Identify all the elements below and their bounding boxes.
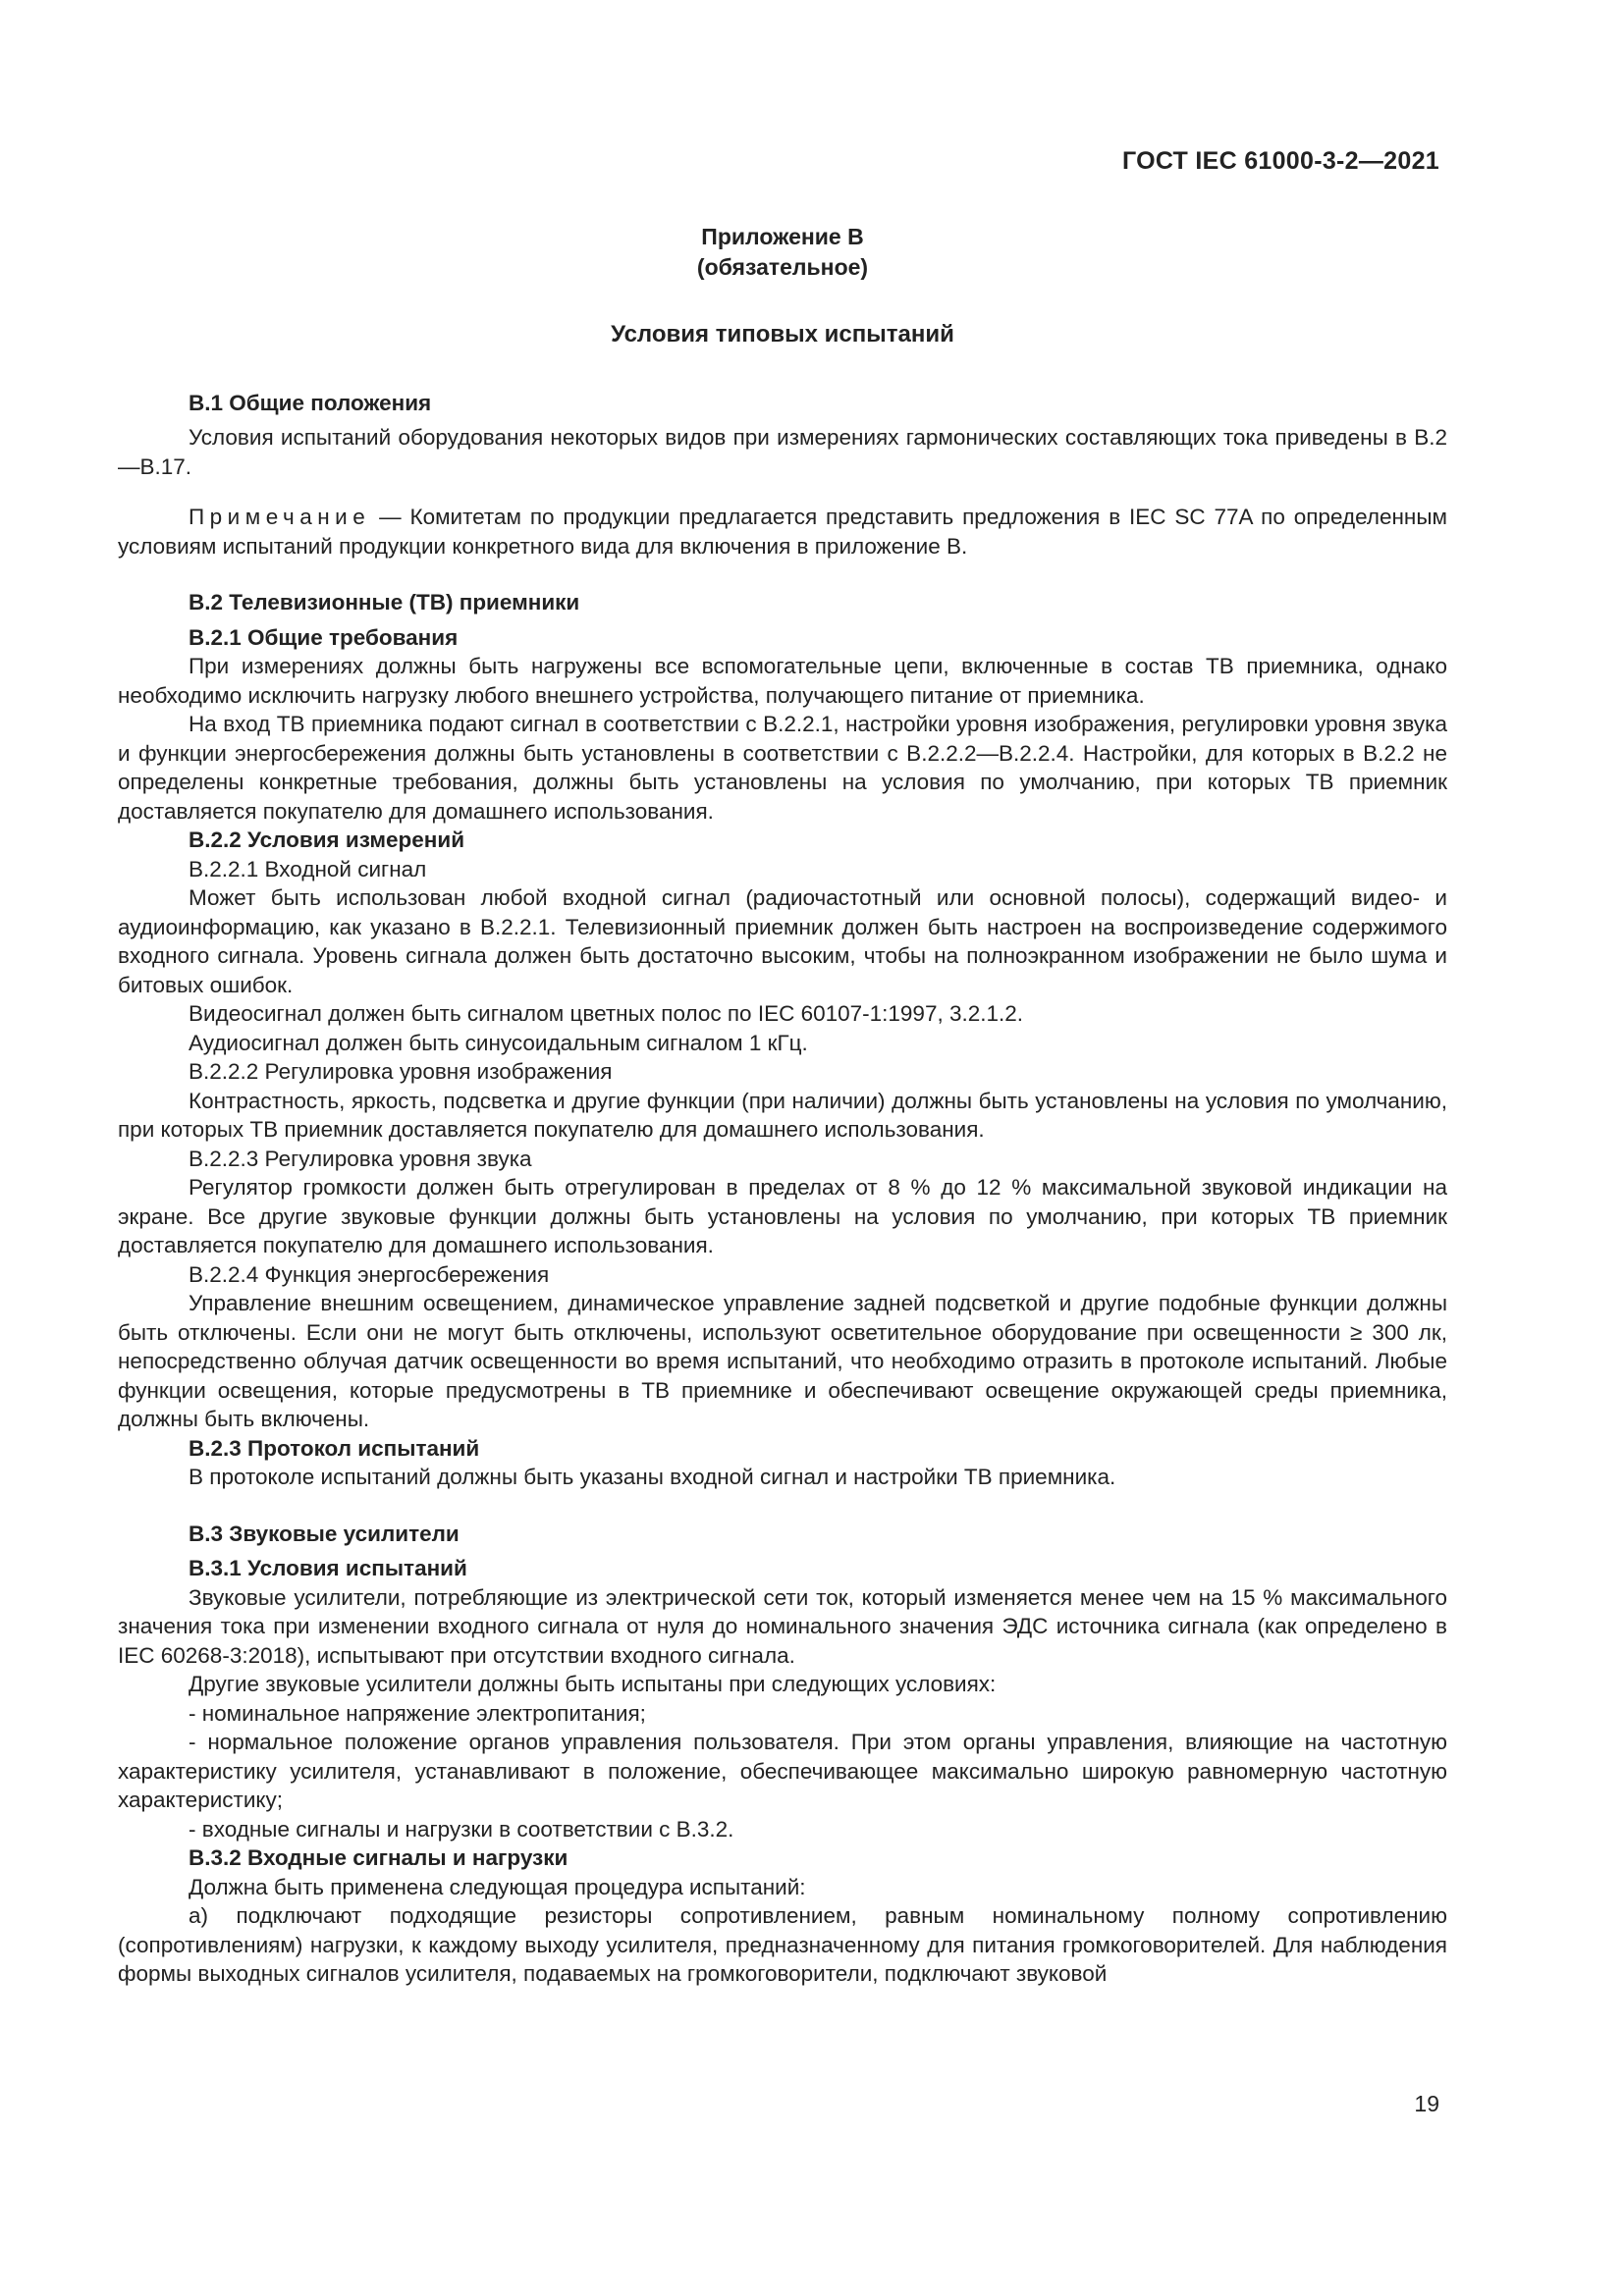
section-b31-paragraph-2: Другие звуковые усилители должны быть испытаны при следующих условиях:	[189, 1672, 997, 1696]
section-b32-paragraph-2: а) подключают подходящие резисторы сопротивлением, равным номинальному полному сопротивлению (сопротивлениям) нагрузки, к каждому выходу усилителя, предназначенному для питания громкоговорителей. Для наблюдения формы выходных сигналов усилителя, подаваемых на громкоговорители, подключают звуковой	[118, 1903, 1447, 1986]
section-b223-heading: В.2.2.3 Регулировка уровня звука	[189, 1146, 532, 1171]
section-b31-paragraph-1: Звуковые усилители, потребляющие из электрической сети ток, который изменяется менее чем на 15 % максимального значения тока при изменении входного сигнала от нуля до номинального значения ЭДС источника сигнала (как определено в IEC 60268-3:2018), испытывают при отсутствии входного сигнала.	[118, 1584, 1447, 1668]
section-b31-heading: В.3.1 Условия испытаний	[189, 1556, 467, 1580]
section-b21-paragraph-2: На вход ТВ приемника подают сигнал в соответствии с В.2.2.1, настройки уровня изображения, регулировки уровня звука и функции энергосбережения должны быть установлены в соответствии с В.2.2.2—В.2.2.4. Настройки, для которых в В.2.2 не определены конкретные требования, должны быть установлены на условия по умолчанию, при которых ТВ приемник доставляется покупателю для домашнего использования.	[118, 712, 1447, 824]
section-b21-paragraph-1: При измерениях должны быть нагружены все вспомогательные цепи, включенные в состав ТВ приемника, однако необходимо исключить нагрузку любого внешнего устройства, получающего питание от приемника.	[118, 654, 1447, 708]
section-b221-heading: В.2.2.1 Входной сигнал	[189, 856, 427, 881]
section-b224-heading: В.2.2.4 Функция энергосбережения	[189, 1261, 550, 1287]
list-item: - входные сигналы и нагрузки в соответствии с В.3.2.	[189, 1816, 734, 1842]
standard-id: ГОСТ IEC 61000-3-2—2021	[1121, 147, 1439, 175]
section-b2-heading: В.2 Телевизионные (ТВ) приемники	[189, 590, 580, 614]
section-b1-heading: В.1 Общие положения	[189, 390, 432, 415]
section-b23-heading: В.2.3 Протокол испытаний	[189, 1435, 480, 1461]
section-b32-heading: В.3.2 Входные сигналы и нагрузки	[189, 1845, 568, 1870]
list-item: - нормальное положение органов управления пользователя. При этом органы управления, влияющие на частотную характеристику усилителя, устанавливают в положение, обеспечивающее максимально широкую равномерную частотную характеристику;	[118, 1730, 1447, 1812]
section-b1-paragraph: Условия испытаний оборудования некоторых видов при измерениях гармонических составляющих тока приведены в В.2—В.17.	[118, 425, 1447, 479]
section-b21-heading: В.2.1 Общие требования	[189, 624, 459, 650]
section-b222-paragraph: Контрастность, яркость, подсветка и другие функции (при наличии) должны быть установлены на условия по умолчанию, при которых ТВ приемник доставляется покупателю для домашнего использования.	[118, 1088, 1447, 1142]
list-item: - номинальное напряжение электропитания;	[189, 1700, 646, 1726]
section-b22-heading: В.2.2 Условия измерений	[189, 828, 465, 852]
section-b221-paragraph-1: Может быть использован любой входной сигнал (радиочастотный или основной полосы), содержащий видео- и аудиоинформацию, как указано в В.2.2.1. Телевизионный приемник должен быть настроен на воспроизведение содержимого входного сигнала. Уровень сигнала должен быть достаточно высоким, чтобы на полноэкранном изображении не было шума и битовых ошибок.	[118, 885, 1447, 997]
section-b23-paragraph: В протоколе испытаний должны быть указаны входной сигнал и настройки ТВ приемника.	[189, 1465, 1116, 1489]
annex-heading: Условия типовых испытаний	[611, 321, 954, 347]
section-b224-paragraph: Управление внешним освещением, динамическое управление задней подсветкой и другие подобные функции должны быть отключены. Если они не могут быть отключены, используют осветительное оборудование при освещенности ≥ 300 лк, непосредственно облучая датчик освещенности во время испытаний, что необходимо отразить в протоколе испытаний. Любые функции освещения, которые предусмотрены в ТВ приемнике и обеспечивают освещение окружающей среды приемника, должны быть включены.	[118, 1291, 1447, 1431]
annex-status: (обязательное)	[696, 254, 869, 280]
note-label: Примечание	[189, 505, 371, 529]
section-b221-paragraph-2: Видеосигнал должен быть сигналом цветных полос по IEC 60107-1:1997, 3.2.1.2.	[189, 1001, 1024, 1026]
section-b221-paragraph-3: Аудиосигнал должен быть синусоидальным сигналом 1 кГц.	[189, 1030, 808, 1055]
section-b32-paragraph-1: Должна быть применена следующая процедура испытаний:	[189, 1874, 806, 1899]
section-b3-heading: В.3 Звуковые усилители	[189, 1521, 460, 1546]
note-text: — Комитетам по продукции предлагается представить предложения в IEC SC 77A по определенным условиям испытаний продукции конкретного вида для включения в приложение В.	[118, 505, 1447, 559]
page-content	[118, 222, 1447, 1989]
annex-title: Приложение В	[701, 224, 864, 249]
section-b222-heading: В.2.2.2 Регулировка уровня изображения	[189, 1059, 613, 1084]
section-b223-paragraph: Регулятор громкости должен быть отрегулирован в пределах от 8 % до 12 % максимальной звуковой индикации на экране. Все другие звуковые функции должны быть установлены на условия по умолчанию, при которых ТВ приемник доставляется покупателю для домашнего использования.	[118, 1175, 1447, 1257]
note-paragraph	[118, 503, 1447, 561]
page-number: 19	[1414, 2091, 1439, 2116]
